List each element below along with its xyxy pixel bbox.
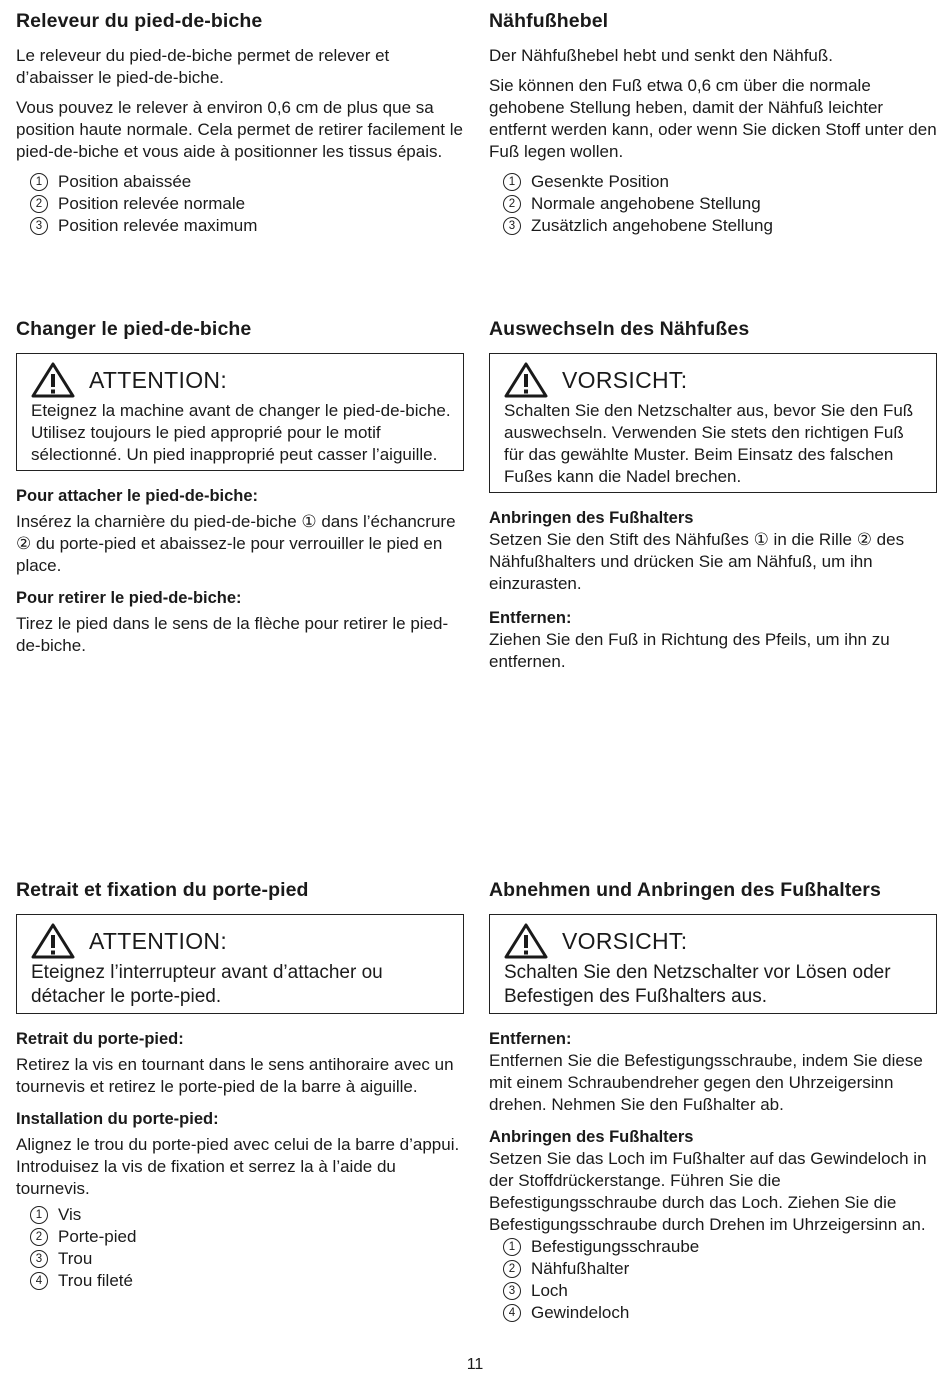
fr-change-foot-section xyxy=(16,318,466,665)
subheading: Pour retirer le pied-de-biche: xyxy=(16,589,242,607)
numbered-list xyxy=(16,1204,466,1292)
list-item: 1 Vis xyxy=(16,1204,466,1226)
warning-title: VORSICHT: xyxy=(562,366,688,393)
subheading: Entfernen: xyxy=(489,609,572,627)
paragraph: Entfernen Sie die Befestigungsschraube, indem Sie diese mit einem Schraubendreher gegen den Uhrzeigersinn drehen. Nehmen Sie den Fußhalter ab. xyxy=(489,1051,923,1114)
de-presser-lifter-section xyxy=(489,10,939,237)
list-item: 3 Loch xyxy=(489,1280,939,1302)
fr-presser-lifter-section xyxy=(16,10,466,237)
warning-text: Schalten Sie den Netzschalter vor Lösen oder Befestigen des Fußhalters aus. xyxy=(504,962,891,1007)
circled-number: 3 xyxy=(30,217,48,235)
list-item: 1 Befestigungsschraube xyxy=(489,1236,939,1258)
de-foot-holder-section xyxy=(489,879,939,1324)
circled-number: 3 xyxy=(503,1282,521,1300)
section-title: Releveur du pied-de-biche xyxy=(16,10,263,32)
circled-number: 3 xyxy=(30,1250,48,1268)
circled-number: 1 xyxy=(30,173,48,191)
list-item: 2 Normale angehobene Stellung xyxy=(489,193,939,215)
warning-box xyxy=(16,914,464,1014)
circled-number: 1 xyxy=(30,1206,48,1224)
list-item: 3 Trou xyxy=(16,1248,466,1270)
list-item: 2 Position relevée normale xyxy=(16,193,466,215)
circled-number: 2 xyxy=(503,195,521,213)
numbered-list xyxy=(489,1236,939,1324)
warning-title: ATTENTION: xyxy=(89,927,228,954)
circled-number: 2 xyxy=(503,1260,521,1278)
subheading: Pour attacher le pied-de-biche: xyxy=(16,487,259,505)
paragraph: Vous pouvez le relever à environ 0,6 cm de plus que sa position haute normale. Cela permet de retirer facilement le pied-de-biche et vous aide à positionner les tissus épais. xyxy=(16,98,463,161)
paragraph: Insérez la charnière du pied-de-biche ① dans l’échancrure ② du porte-pied et abaissez-le pour verrouiller le pied en place. xyxy=(16,512,456,575)
subheading: Anbringen des Fußhalters xyxy=(489,509,694,527)
section-title: Retrait et fixation du porte-pied xyxy=(16,879,309,901)
list-item: 2 Porte-pied xyxy=(16,1226,466,1248)
warning-triangle-icon xyxy=(504,361,548,399)
warning-title: ATTENTION: xyxy=(89,366,228,393)
paragraph: Le releveur du pied-de-biche permet de relever et d’abaisser le pied-de-biche. xyxy=(16,46,390,87)
warning-box xyxy=(489,914,937,1014)
paragraph: Setzen Sie das Loch im Fußhalter auf das Gewindeloch in der Stoffdrückerstange. Führen Sie die Befestigungsschraube durch das Loch. Ziehen Sie die Befestigungsschraube durch Drehen im Uhrzeigersinn an. xyxy=(489,1149,927,1234)
warning-box xyxy=(16,353,464,471)
warning-text: Schalten Sie den Netzschalter aus, bevor Sie den Fuß auswechseln. Verwenden Sie stets den richtigen Fuß für das gewählte Muster. Beim Einsatz des falschen Fußes kann die Nadel brechen. xyxy=(504,401,914,486)
list-item: 4 Trou fileté xyxy=(16,1270,466,1292)
paragraph: Tirez le pied dans le sens de la flèche pour retirer le pied-de-biche. xyxy=(16,614,449,655)
warning-text: Eteignez l’interrupteur avant d’attacher ou détacher le porte-pied. xyxy=(31,962,383,1007)
list-item: 3 Position relevée maximum xyxy=(16,215,466,237)
subheading: Entfernen: xyxy=(489,1030,572,1048)
warning-triangle-icon xyxy=(31,361,75,399)
subheading: Retrait du porte-pied: xyxy=(16,1030,184,1048)
subheading: Anbringen des Fußhalters xyxy=(489,1128,694,1146)
circled-number: 2 xyxy=(30,195,48,213)
list-item: 4 Gewindeloch xyxy=(489,1302,939,1324)
circled-number: 1 xyxy=(503,1238,521,1256)
warning-title: VORSICHT: xyxy=(562,927,688,954)
warning-text: Eteignez la machine avant de changer le pied-de-biche. Utilisez toujours le pied approprié pour le motif sélectionné. Un pied inapproprié peut casser l’aiguille. xyxy=(31,401,451,464)
warning-triangle-icon xyxy=(31,922,75,960)
de-change-foot-section xyxy=(489,318,939,681)
circled-number: 2 xyxy=(30,1228,48,1246)
page-number: 11 xyxy=(466,1356,484,1373)
list-item: 3 Zusätzlich angehobene Stellung xyxy=(489,215,939,237)
numbered-list xyxy=(16,171,466,237)
paragraph: Der Nähfußhebel hebt und senkt den Nähfuß. xyxy=(489,46,833,65)
section-title: Nähfußhebel xyxy=(489,10,609,32)
numbered-list xyxy=(489,171,939,237)
list-item: 2 Nähfußhalter xyxy=(489,1258,939,1280)
list-item: 1 Gesenkte Position xyxy=(489,171,939,193)
section-title: Abnehmen und Anbringen des Fußhalters xyxy=(489,879,881,901)
circled-number: 3 xyxy=(503,217,521,235)
section-title: Auswechseln des Nähfußes xyxy=(489,318,750,340)
warning-box xyxy=(489,353,937,493)
paragraph: Alignez le trou du porte-pied avec celui de la barre d’appui. Introduisez la vis de fixation et serrez la à l’aide du tournevis. xyxy=(16,1135,460,1198)
paragraph: Ziehen Sie den Fuß in Richtung des Pfeils, um ihn zu entfernen. xyxy=(489,630,890,671)
warning-triangle-icon xyxy=(504,922,548,960)
circled-number: 4 xyxy=(503,1304,521,1322)
fr-foot-holder-section xyxy=(16,879,466,1292)
subheading: Installation du porte-pied: xyxy=(16,1110,219,1128)
list-item: 1 Position abaissée xyxy=(16,171,466,193)
paragraph: Sie können den Fuß etwa 0,6 cm über die normale gehobene Stellung heben, damit der Nähfuß leichter entfernt werden kann, oder wenn Sie dicken Stoff unter den Fuß legen wollen. xyxy=(489,76,937,161)
circled-number: 1 xyxy=(503,173,521,191)
paragraph: Setzen Sie den Stift des Nähfußes ① in die Rille ② des Nähfußhalters und drücken Sie am Nähfuß, um ihn einzurasten. xyxy=(489,530,905,593)
paragraph: Retirez la vis en tournant dans le sens antihoraire avec un tournevis et retirez le porte-pied de la barre à aiguille. xyxy=(16,1055,454,1096)
circled-number: 4 xyxy=(30,1272,48,1290)
section-title: Changer le pied-de-biche xyxy=(16,318,252,340)
